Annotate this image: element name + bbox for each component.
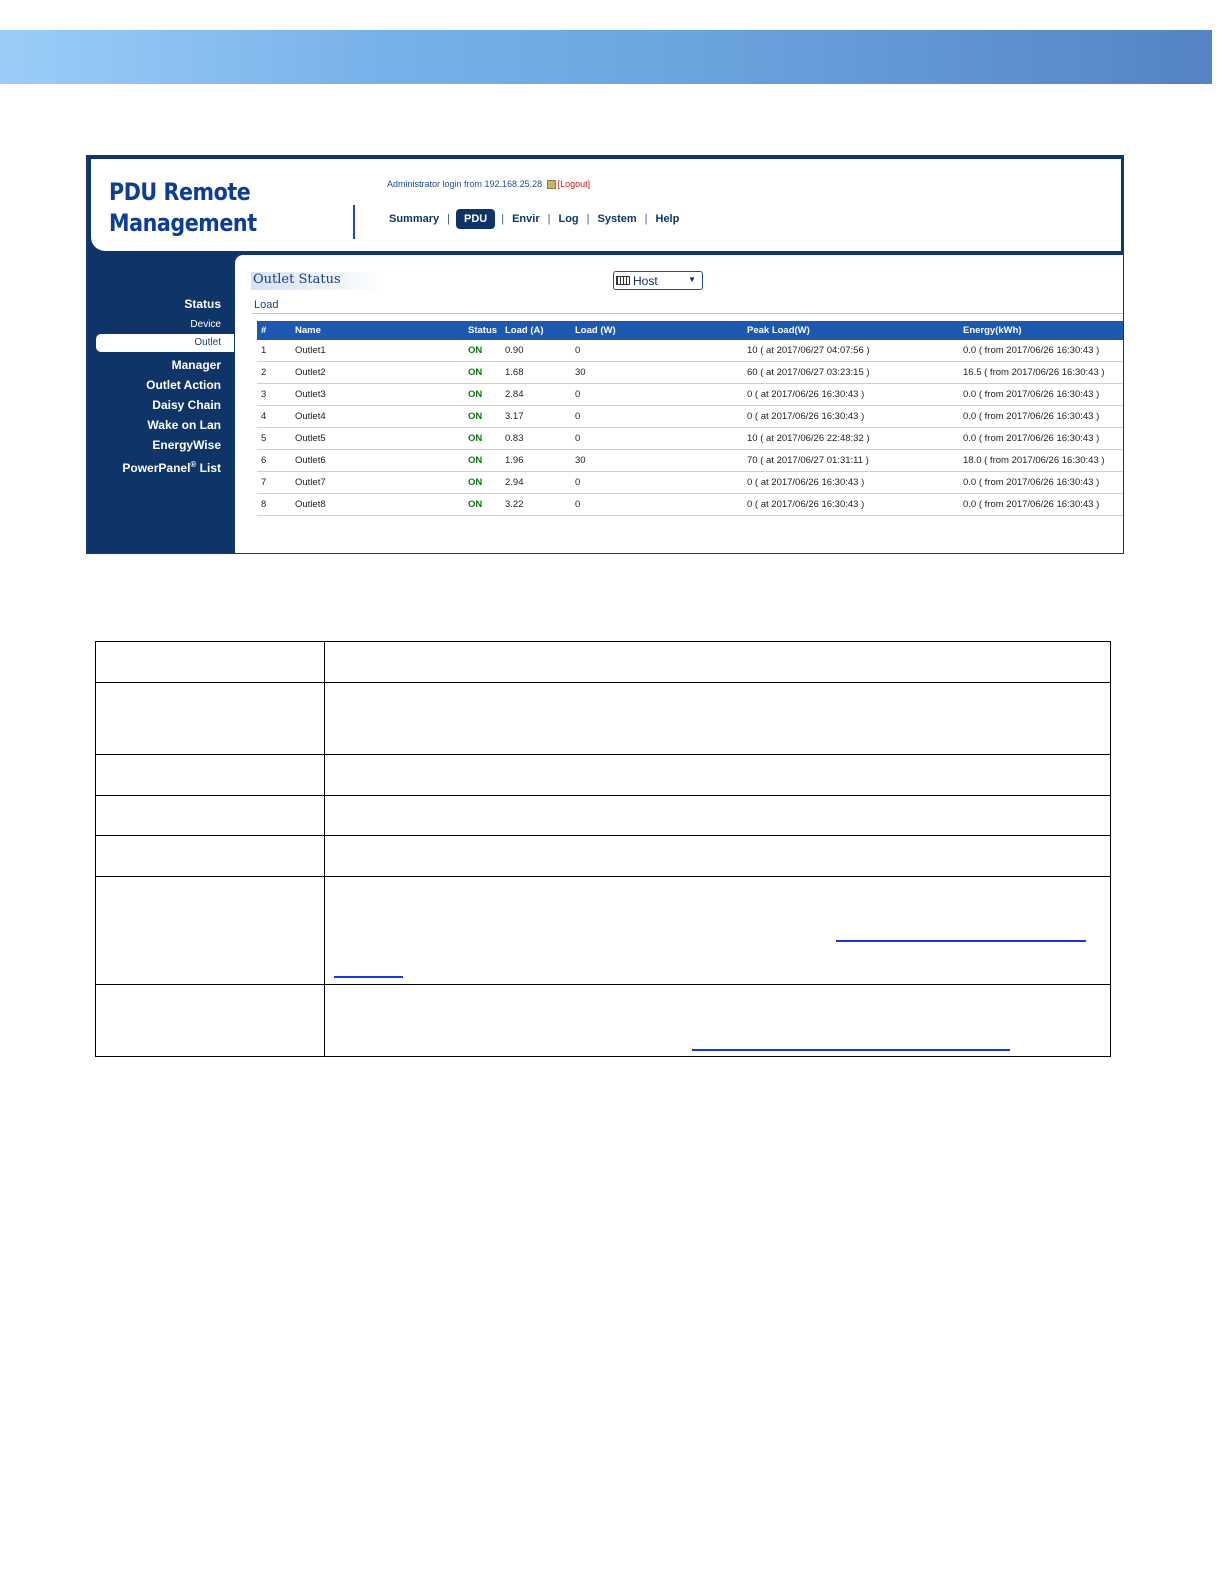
doc-cell-term: [96, 642, 325, 683]
cell-peak-load: 70 ( at 2017/06/27 01:31:11 ): [743, 450, 959, 472]
panel-title: Outlet Status: [251, 272, 383, 290]
sidebar-item-energywise[interactable]: EnergyWise: [152, 438, 221, 452]
cell-number: 4: [257, 406, 291, 428]
cell-energy: 0.0 ( from 2017/06/26 16:30:43 ): [959, 472, 1123, 494]
cell-status: ON: [464, 494, 501, 516]
sidebar-item-outlet[interactable]: Outlet: [96, 334, 234, 352]
nav-envir[interactable]: Envir: [512, 213, 540, 225]
doc-table-row: [96, 755, 1111, 796]
cell-name: Outlet4: [291, 406, 464, 428]
app-header: [91, 159, 1121, 251]
col-header-load-a: Load (A): [501, 321, 571, 340]
cell-energy: 0.0 ( from 2017/06/26 16:30:43 ): [959, 340, 1123, 362]
chevron-down-icon: ▼: [688, 275, 696, 284]
cell-peak-load: 60 ( at 2017/06/27 03:23:15 ): [743, 362, 959, 384]
doc-cell-term: [96, 836, 325, 877]
logo-line-1: PDU Remote: [109, 178, 251, 206]
top-nav: [387, 208, 681, 230]
doc-cell-description: [325, 755, 1111, 796]
cell-status: ON: [464, 472, 501, 494]
section-divider: [252, 313, 1123, 314]
cell-load-w: 30: [571, 362, 743, 384]
cell-name: Outlet1: [291, 340, 464, 362]
cell-load-w: 0: [571, 340, 743, 362]
sidebar-item-device[interactable]: Device: [190, 319, 221, 330]
nav-separator: |: [447, 213, 450, 225]
doc-cell-description: [325, 642, 1111, 683]
cell-peak-load: 10 ( at 2017/06/27 04:07:56 ): [743, 340, 959, 362]
table-header-row: [257, 321, 1123, 340]
keyboard-icon: [616, 276, 630, 285]
nav-separator: |: [501, 213, 505, 225]
doc-cell-term: [96, 683, 325, 755]
cell-load-a: 1.68: [501, 362, 571, 384]
cell-status: ON: [464, 406, 501, 428]
hyperlink-underline[interactable]: [334, 976, 403, 978]
sidebar-item-manager[interactable]: Manager: [171, 358, 221, 372]
table-row: [257, 428, 1123, 450]
table-row: [257, 450, 1123, 472]
lock-icon: [547, 180, 556, 189]
sidebar-item-daisy-chain[interactable]: Daisy Chain: [152, 398, 221, 412]
cell-peak-load: 0 ( at 2017/06/26 16:30:43 ): [743, 494, 959, 516]
nav-system[interactable]: System: [597, 213, 637, 225]
cell-status: ON: [464, 428, 501, 450]
cell-energy: 0.0 ( from 2017/06/26 16:30:43 ): [959, 406, 1123, 428]
cell-energy: 0.0 ( from 2017/06/26 16:30:43 ): [959, 494, 1123, 516]
logout-link[interactable]: [Logout]: [557, 179, 591, 189]
cell-load-w: 0: [571, 384, 743, 406]
table-row: [257, 406, 1123, 428]
table-row: [257, 384, 1123, 406]
doc-table-row: [96, 683, 1111, 755]
col-header-status: Status: [464, 321, 501, 340]
table-row: [257, 494, 1123, 516]
cell-load-w: 0: [571, 494, 743, 516]
col-header-load-w: Load (W): [571, 321, 743, 340]
nav-separator: |: [547, 213, 551, 225]
cell-load-w: 0: [571, 406, 743, 428]
doc-cell-description: [325, 985, 1111, 1057]
cell-name: Outlet7: [291, 472, 464, 494]
cell-energy: 16.5 ( from 2017/06/26 16:30:43 ): [959, 362, 1123, 384]
doc-cell-term: [96, 755, 325, 796]
cell-load-w: 0: [571, 428, 743, 450]
nav-separator: |: [644, 213, 648, 225]
doc-cell-term: [96, 985, 325, 1057]
host-select[interactable]: [613, 271, 703, 290]
cell-load-w: 30: [571, 450, 743, 472]
app-logo: [109, 177, 257, 239]
nav-pdu[interactable]: PDU: [456, 209, 495, 229]
top-banner: [0, 30, 1212, 84]
cell-load-a: 0.83: [501, 428, 571, 450]
nav-log[interactable]: Log: [558, 213, 579, 225]
doc-cell-term: [96, 796, 325, 836]
doc-table-row: [96, 796, 1111, 836]
hyperlink-underline[interactable]: [692, 1049, 1010, 1051]
cell-number: 3: [257, 384, 291, 406]
cell-number: 2: [257, 362, 291, 384]
login-info: [387, 179, 590, 189]
cell-name: Outlet2: [291, 362, 464, 384]
powerpanel-suffix: List: [196, 461, 221, 475]
cell-name: Outlet3: [291, 384, 464, 406]
doc-table-row: [96, 985, 1111, 1057]
cell-peak-load: 0 ( at 2017/06/26 16:30:43 ): [743, 384, 959, 406]
cell-energy: 18.0 ( from 2017/06/26 16:30:43 ): [959, 450, 1123, 472]
cell-status: ON: [464, 450, 501, 472]
description-table: [95, 641, 1111, 1057]
logo-line-2: Management: [109, 209, 257, 237]
login-text: Administrator login from 192.168.25.28: [387, 179, 543, 189]
table-row: [257, 472, 1123, 494]
cell-number: 1: [257, 340, 291, 362]
cell-status: ON: [464, 340, 501, 362]
outlet-status-table: [257, 321, 1123, 516]
doc-cell-description: [325, 877, 1111, 985]
sidebar-item-status[interactable]: Status: [184, 297, 221, 311]
col-header-number: #: [257, 321, 291, 340]
cell-load-a: 3.22: [501, 494, 571, 516]
pdu-screenshot: [86, 155, 1124, 554]
cell-load-a: 1.96: [501, 450, 571, 472]
cell-number: 8: [257, 494, 291, 516]
col-header-peak-load: Peak Load(W): [743, 321, 959, 340]
nav-help[interactable]: Help: [655, 213, 680, 225]
col-header-energy: Energy(kWh): [959, 321, 1123, 340]
powerpanel-label: PowerPanel: [122, 461, 191, 475]
cell-load-w: 0: [571, 472, 743, 494]
cell-name: Outlet8: [291, 494, 464, 516]
table-row: [257, 362, 1123, 384]
cell-status: ON: [464, 384, 501, 406]
sidebar-item-powerpanel-list[interactable]: [122, 460, 221, 475]
logo-divider: [353, 205, 355, 239]
doc-table-row: [96, 642, 1111, 683]
doc-cell-description: [325, 683, 1111, 755]
hyperlink-underline[interactable]: [836, 940, 1086, 942]
cell-load-a: 0.90: [501, 340, 571, 362]
cell-energy: 0.0 ( from 2017/06/26 16:30:43 ): [959, 428, 1123, 450]
cell-status: ON: [464, 362, 501, 384]
nav-separator: |: [586, 213, 590, 225]
nav-summary[interactable]: Summary: [389, 213, 440, 225]
cell-load-a: 2.84: [501, 384, 571, 406]
host-select-value: Host: [633, 273, 658, 288]
sidebar: [88, 251, 234, 552]
cell-load-a: 3.17: [501, 406, 571, 428]
registered-mark: ®: [190, 460, 197, 469]
table-row: [257, 340, 1123, 362]
section-label: Load: [254, 299, 279, 311]
main-content: [235, 255, 1123, 553]
cell-peak-load: 10 ( at 2017/06/26 22:48:32 ): [743, 428, 959, 450]
cell-number: 6: [257, 450, 291, 472]
cell-peak-load: 0 ( at 2017/06/26 16:30:43 ): [743, 406, 959, 428]
doc-cell-description: [325, 836, 1111, 877]
doc-cell-term: [96, 877, 325, 985]
cell-name: Outlet5: [291, 428, 464, 450]
cell-peak-load: 0 ( at 2017/06/26 16:30:43 ): [743, 472, 959, 494]
doc-table-row: [96, 877, 1111, 985]
sidebar-item-wake-on-lan[interactable]: Wake on Lan: [147, 418, 221, 432]
cell-name: Outlet6: [291, 450, 464, 472]
cell-energy: 0.0 ( from 2017/06/26 16:30:43 ): [959, 384, 1123, 406]
cell-number: 7: [257, 472, 291, 494]
doc-table-row: [96, 836, 1111, 877]
sidebar-item-outlet-action[interactable]: Outlet Action: [146, 378, 221, 392]
cell-number: 5: [257, 428, 291, 450]
cell-load-a: 2.94: [501, 472, 571, 494]
col-header-name: Name: [291, 321, 464, 340]
doc-cell-description: [325, 796, 1111, 836]
